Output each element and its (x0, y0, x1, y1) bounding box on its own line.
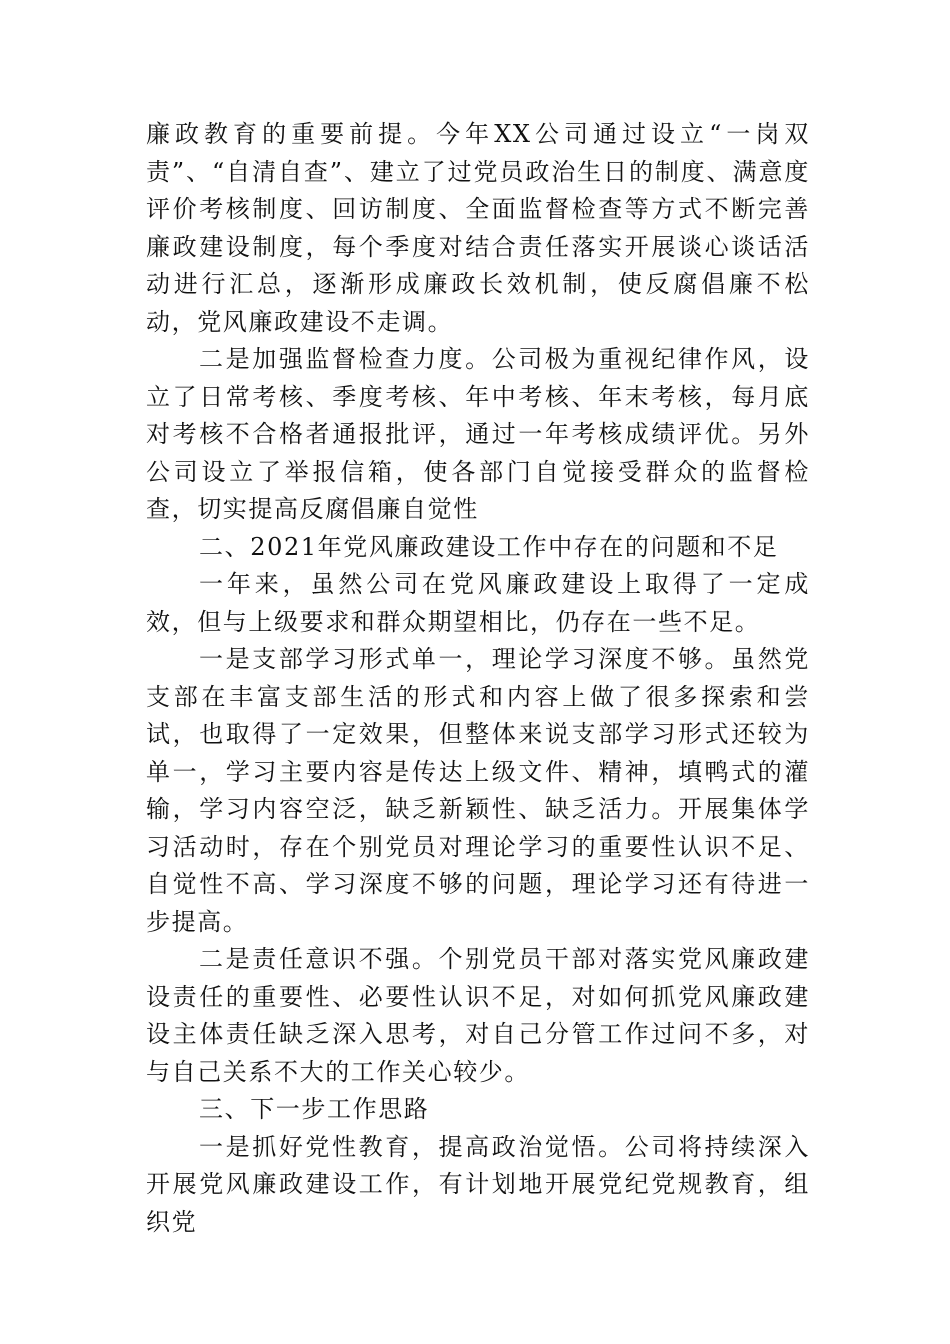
paragraph-overview: 一年来，虽然公司在党风廉政建设上取得了一定成效，但与上级要求和群众期望相比，仍存在一些不足。 (146, 570, 810, 636)
section-heading-problems: 二、2021年党风廉政建设工作中存在的问题和不足 (199, 532, 779, 561)
paragraph-continuation: 廉政教育的重要前提。今年XX公司通过设立“一岗双责”、“自清自查”、建立了过党员政治生日的制度、满意度评价考核制度、回访制度、全面监督检查等方式不断完善廉政建设制度，每个季度对结合责任落实开展谈心谈话活动进行汇总，逐渐形成廉政长效机制，使反腐倡廉不松动，党风廉政建设不走调。 (146, 120, 810, 336)
paragraph-study-issue: 一是支部学习形式单一，理论学习深度不够。虽然党支部在丰富支部生活的形式和内容上做了很多探索和尝试，也取得了一定效果，但整体来说支部学习形式还较为单一，学习主要内容是传达上级文件、精神，填鸭式的灌输，学习内容空泛，缺乏新颖性、缺乏活力。开展集体学习活动时，存在个别党员对理论学习的重要性认识不足、自觉性不高、学习深度不够的问题，理论学习还有待进一步提高。 (146, 645, 810, 936)
paragraph-supervision: 二是加强监督检查力度。公司极为重视纪律作风，设立了日常考核、季度考核、年中考核、年末考核，每月底对考核不合格者通报批评，通过一年考核成绩评优。另外公司设立了举报信箱，使各部门自觉接受群众的监督检查，切实提高反腐倡廉自觉性 (146, 345, 810, 523)
paragraph-responsibility-issue: 二是责任意识不强。个别党员干部对落实党风廉政建设责任的重要性、必要性认识不足，对如何抓党风廉政建设主体责任缺乏深入思考，对自己分管工作过问不多，对与自己关系不大的工作关心较少。 (146, 945, 810, 1086)
paragraph-party-education: 一是抓好党性教育，提高政治觉悟。公司将持续深入开展党风廉政建设工作，有计划地开展党纪党规教育，组织党 (146, 1132, 810, 1236)
section-heading-next-steps: 三、下一步工作思路 (199, 1095, 430, 1123)
document-body (146, 116, 810, 1241)
